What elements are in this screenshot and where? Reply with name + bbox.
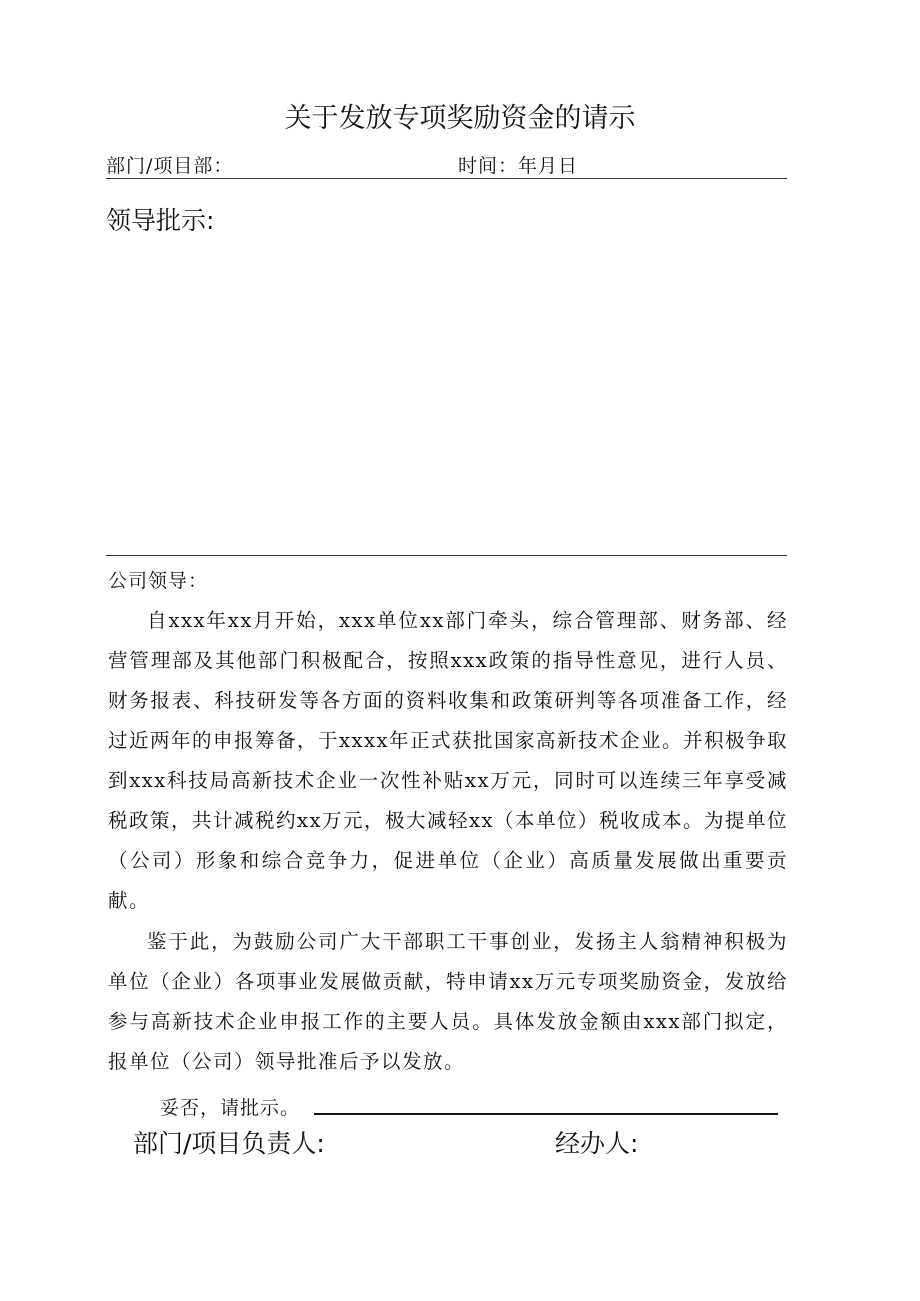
- header-divider: [106, 178, 787, 179]
- closing-underline: [314, 1113, 778, 1115]
- salutation: 公司领导：: [108, 570, 209, 592]
- document-title: 关于发放专项奖励资金的请示: [284, 103, 636, 134]
- approval-section-divider: [106, 555, 787, 556]
- department-label: 部门/项目部：: [106, 155, 234, 177]
- body-paragraph-2: 鉴于此，为鼓励公司广大干部职工干事创业，发扬主人翁精神积极为单位（企业）各项事业发展做贡献，特申请xx万元专项奖励资金，发放给参与高新技术企业申报工作的主要人员。具体发放金额由xxx部门拟定，报单位（公司）领导批准后予以发放。: [108, 930, 788, 1073]
- body-paragraph-1: 自xxx年xx月开始，xxx单位xx部门牵头，综合管理部、财务部、经营管理部及其他部门积极配合，按照xxx政策的指导性意见，进行人员、财务报表、科技研发等各方面的资料收集和政策研判等各项准备工作，经过近两年的申报筹备，于xxxx年正式获批国家高新技术企业。并积极争取到xxx科技局高新技术企业一次性补贴xx万元，同时可以连续三年享受减税政策，共计减税约xx万元，极大减轻xx（本单位）税收成本。为提单位（公司）形象和综合竞争力，促进单位（企业）高质量发展做出重要贡献。: [108, 609, 788, 912]
- date-label: 时间：年月日: [458, 155, 579, 177]
- closing-request: 妥否，请批示。: [160, 1097, 301, 1119]
- handler-signature-label: 经办人:: [555, 1129, 639, 1158]
- leader-approval-label: 领导批示:: [106, 206, 215, 235]
- department-head-signature-label: 部门/项目负责人:: [133, 1129, 325, 1158]
